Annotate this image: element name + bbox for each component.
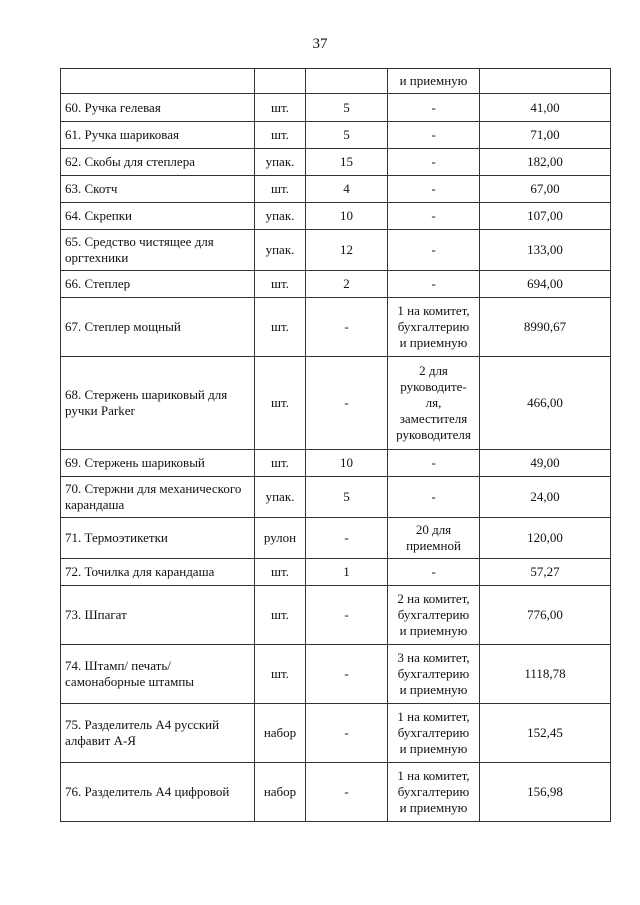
note-cell: - — [388, 176, 480, 203]
table-row — [61, 586, 611, 645]
table-row — [61, 704, 611, 763]
item-name-cell: 67. Степлер мощный — [61, 298, 255, 357]
note-cell: - — [388, 94, 480, 122]
note-cell: - — [388, 230, 480, 271]
quantity-cell: - — [306, 586, 388, 645]
price-cell: 182,00 — [480, 149, 611, 176]
unit-cell: шт. — [255, 271, 306, 298]
table-row — [61, 271, 611, 298]
table-row — [61, 203, 611, 230]
unit-cell: набор — [255, 704, 306, 763]
note-cell: - — [388, 477, 480, 518]
item-name-cell: 63. Скотч — [61, 176, 255, 203]
table-row — [61, 298, 611, 357]
unit-cell: шт. — [255, 298, 306, 357]
price-cell: 41,00 — [480, 94, 611, 122]
quantity-cell: 4 — [306, 176, 388, 203]
item-name-cell: 65. Средство чистящее для оргтехники — [61, 230, 255, 271]
note-cell: 1 на комитет, бухгалтерию и приемную — [388, 298, 480, 357]
note-cell: 2 для руководите- ля, заместителя руководителя — [388, 357, 480, 450]
item-name-cell: 76. Разделитель А4 цифровой — [61, 763, 255, 822]
supplies-table-body — [61, 69, 611, 822]
item-name-cell: 61. Ручка шариковая — [61, 122, 255, 149]
price-cell: 133,00 — [480, 230, 611, 271]
unit-cell: рулон — [255, 518, 306, 559]
price-cell: 24,00 — [480, 477, 611, 518]
item-name-cell: 72. Точилка для карандаша — [61, 559, 255, 586]
price-cell — [480, 69, 611, 94]
note-cell: 20 для приемной — [388, 518, 480, 559]
item-name-cell: 62. Скобы для степлера — [61, 149, 255, 176]
unit-cell: шт. — [255, 122, 306, 149]
unit-cell: упак. — [255, 149, 306, 176]
price-cell: 776,00 — [480, 586, 611, 645]
table-row — [61, 559, 611, 586]
price-cell: 1118,78 — [480, 645, 611, 704]
table-row — [61, 357, 611, 450]
item-name-cell: 71. Термоэтикетки — [61, 518, 255, 559]
price-cell: 466,00 — [480, 357, 611, 450]
note-cell: 3 на комитет, бухгалтерию и приемную — [388, 645, 480, 704]
quantity-cell: 1 — [306, 559, 388, 586]
note-cell: 2 на комитет, бухгалтерию и приемную — [388, 586, 480, 645]
item-name-cell: 60. Ручка гелевая — [61, 94, 255, 122]
table-row — [61, 69, 611, 94]
quantity-cell: - — [306, 357, 388, 450]
quantity-cell: 12 — [306, 230, 388, 271]
unit-cell: шт. — [255, 357, 306, 450]
quantity-cell: - — [306, 518, 388, 559]
table-row — [61, 176, 611, 203]
note-cell: 1 на комитет, бухгалтерию и приемную — [388, 704, 480, 763]
table-row — [61, 763, 611, 822]
unit-cell: упак. — [255, 203, 306, 230]
table-row — [61, 645, 611, 704]
table-row — [61, 94, 611, 122]
item-name-cell — [61, 69, 255, 94]
price-cell: 120,00 — [480, 518, 611, 559]
unit-cell: упак. — [255, 477, 306, 518]
quantity-cell: 10 — [306, 203, 388, 230]
unit-cell: шт. — [255, 94, 306, 122]
note-cell: - — [388, 122, 480, 149]
table-row — [61, 477, 611, 518]
note-cell: - — [388, 271, 480, 298]
unit-cell: набор — [255, 763, 306, 822]
item-name-cell: 70. Стержни для механического карандаша — [61, 477, 255, 518]
note-cell: - — [388, 559, 480, 586]
unit-cell: шт. — [255, 586, 306, 645]
unit-cell: шт. — [255, 559, 306, 586]
note-cell: - — [388, 149, 480, 176]
price-cell: 694,00 — [480, 271, 611, 298]
table-row — [61, 518, 611, 559]
quantity-cell: 5 — [306, 477, 388, 518]
note-cell: - — [388, 203, 480, 230]
quantity-cell: 5 — [306, 122, 388, 149]
item-name-cell: 69. Стержень шариковый — [61, 450, 255, 477]
table-row — [61, 450, 611, 477]
table-row — [61, 122, 611, 149]
table-row — [61, 230, 611, 271]
item-name-cell: 68. Стержень шариковый для ручки Parker — [61, 357, 255, 450]
price-cell: 156,98 — [480, 763, 611, 822]
price-cell: 57,27 — [480, 559, 611, 586]
price-cell: 152,45 — [480, 704, 611, 763]
item-name-cell: 73. Шпагат — [61, 586, 255, 645]
price-cell: 8990,67 — [480, 298, 611, 357]
unit-cell: шт. — [255, 450, 306, 477]
quantity-cell: - — [306, 704, 388, 763]
unit-cell: шт. — [255, 645, 306, 704]
quantity-cell: 2 — [306, 271, 388, 298]
item-name-cell: 64. Скрепки — [61, 203, 255, 230]
quantity-cell: - — [306, 298, 388, 357]
price-cell: 71,00 — [480, 122, 611, 149]
unit-cell: шт. — [255, 176, 306, 203]
quantity-cell: 15 — [306, 149, 388, 176]
item-name-cell: 66. Степлер — [61, 271, 255, 298]
item-name-cell: 75. Разделитель А4 русский алфавит А-Я — [61, 704, 255, 763]
quantity-cell: 5 — [306, 94, 388, 122]
page-number: 37 — [312, 36, 328, 52]
unit-cell: упак. — [255, 230, 306, 271]
supplies-table — [60, 68, 611, 822]
note-cell: - — [388, 450, 480, 477]
quantity-cell — [306, 69, 388, 94]
item-name-cell: 74. Штамп/ печать/самонаборные штампы — [61, 645, 255, 704]
quantity-cell: - — [306, 763, 388, 822]
quantity-cell: 10 — [306, 450, 388, 477]
price-cell: 67,00 — [480, 176, 611, 203]
price-cell: 107,00 — [480, 203, 611, 230]
price-cell: 49,00 — [480, 450, 611, 477]
note-cell: 1 на комитет, бухгалтерию и приемную — [388, 763, 480, 822]
note-cell: и приемную — [388, 69, 480, 94]
unit-cell — [255, 69, 306, 94]
table-row — [61, 149, 611, 176]
quantity-cell: - — [306, 645, 388, 704]
